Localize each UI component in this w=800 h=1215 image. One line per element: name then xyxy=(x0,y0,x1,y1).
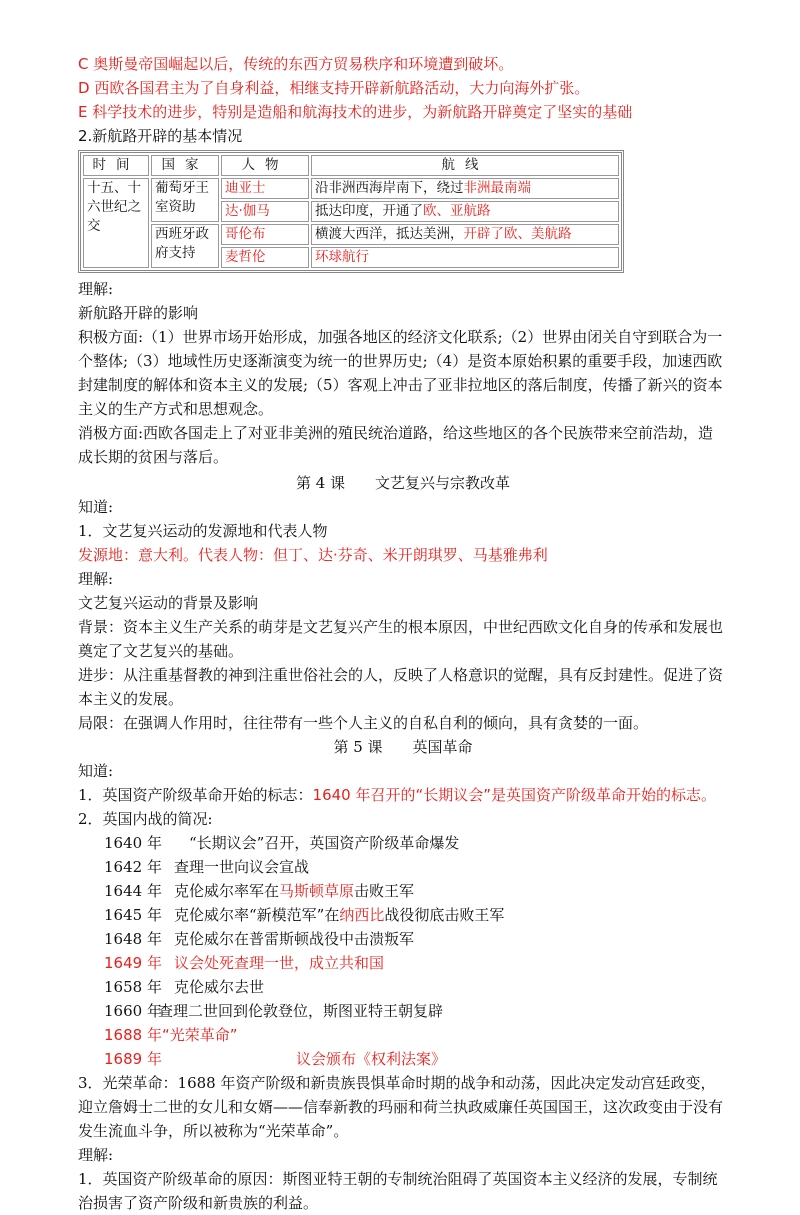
table-row xyxy=(83,224,619,245)
timeline-text-end: 战役彻底击败王军 xyxy=(384,906,505,924)
route-highlight: 环球航行 xyxy=(315,249,369,265)
timeline-year: 1688 年 xyxy=(104,1026,162,1044)
section2-title: 2.新航路开辟的基本情况 xyxy=(78,127,243,145)
timeline-year: 1648 年 xyxy=(104,930,162,948)
timeline-year: 1658 年 xyxy=(104,978,162,996)
lijie-label: 理解: xyxy=(78,1146,114,1164)
lesson5-question2: 2．英国内战的简况: xyxy=(78,810,213,828)
cause-d: D 西欧各国君主为了自身利益，相继支持开辟新航路活动，大力向海外扩张。 xyxy=(78,79,590,97)
route-cell xyxy=(311,178,619,199)
country-cell: 西班牙政府支持 xyxy=(151,224,219,268)
question-text: 1．英国资产阶级革命开始的标志： xyxy=(78,786,313,804)
lesson4-title: 第 4 课 文艺复兴与宗教改革 xyxy=(295,474,511,492)
route-text: 抵达印度，开通了 xyxy=(315,203,423,219)
zhidao-label: 知道: xyxy=(78,498,114,516)
timeline-item xyxy=(78,879,728,903)
lesson4-answer1: 发源地：意大利。代表人物：但丁、达·芬奇、米开朗琪罗、马基雅弗利 xyxy=(78,546,548,564)
timeline-item-highlight xyxy=(78,951,728,975)
header-route: 航线 xyxy=(311,155,619,176)
renaissance-limit: 局限：在强调人作用时，往往带有一些个人主义的自私自利的倾向，具有贪婪的一面。 xyxy=(78,714,649,732)
timeline-year: 1645 年 xyxy=(104,906,162,924)
timeline-item xyxy=(78,927,728,951)
timeline-item xyxy=(78,831,728,855)
route-cell xyxy=(311,247,619,268)
document-page xyxy=(78,52,728,1215)
renaissance-background: 背景：资本主义生产关系的萌芽是文艺复兴产生的根本原因，中世纪西欧文化自身的传承和发展也奠定了文艺复兴的基础。 xyxy=(78,618,724,660)
route-text: 沿非洲西海岸南下，绕过 xyxy=(315,180,464,196)
timeline-text: 克伦威尔在普雷斯顿战役中击溃叛军 xyxy=(174,930,415,948)
timeline-text: “长期议会”召开，英国资产阶级革命爆发 xyxy=(174,834,460,852)
timeline-highlight: 马斯顿草原 xyxy=(279,882,355,900)
timeline-text: 议会处死查理一世，成立共和国 xyxy=(174,954,385,972)
negative-impact: 消极方面:西欧各国走上了对亚非美洲的殖民统治道路，给这些地区的各个民族带来空前浩劫，造成长期的贫困与落后。 xyxy=(78,424,714,466)
timeline-text: 克伦威尔率军在 xyxy=(174,882,280,900)
table-header-row xyxy=(83,155,619,176)
header-person: 人物 xyxy=(221,155,309,176)
impact-title: 新航路开辟的影响 xyxy=(78,304,199,322)
timeline-year: 1642 年 xyxy=(104,858,162,876)
timeline-year: 1649 年 xyxy=(104,954,162,972)
lesson5-question1 xyxy=(78,783,728,807)
lesson4-question1: 1．文艺复兴运动的发源地和代表人物 xyxy=(78,522,328,540)
country-cell: 葡萄牙王室资助 xyxy=(151,178,219,222)
timeline-text: 查理一世向议会宣战 xyxy=(174,858,310,876)
route-cell xyxy=(311,224,619,245)
cause-e: E 科学技术的进步，特别是造船和航海技术的进步，为新航路开辟奠定了坚实的基础 xyxy=(78,103,633,121)
lijie-label: 理解: xyxy=(78,570,114,588)
lesson5-title: 第 5 课 英国革命 xyxy=(333,738,473,756)
timeline-highlight: 纳西比 xyxy=(339,906,385,924)
timeline-item-highlight xyxy=(78,1047,728,1071)
route-highlight: 非洲最南端 xyxy=(463,180,531,196)
person-cell: 麦哲伦 xyxy=(221,247,309,268)
header-time: 时间 xyxy=(83,155,149,176)
timeline-item xyxy=(78,975,728,999)
timeline-year: 1640 年 xyxy=(104,834,162,852)
timeline-text: 议会颁布《权利法案》 xyxy=(296,1050,447,1068)
timeline-item xyxy=(78,999,728,1023)
zhidao-label: 知道: xyxy=(78,762,114,780)
timeline-text: 克伦威尔率“新模范军”在 xyxy=(174,906,340,924)
person-cell: 迪亚士 xyxy=(221,178,309,199)
timeline-year: 1689 年 xyxy=(104,1050,162,1068)
timeline-text: “光荣革命” xyxy=(162,1026,238,1044)
route-text: 横渡大西洋，抵达美洲， xyxy=(315,226,464,242)
header-country: 国家 xyxy=(151,155,219,176)
timeline-year: 1660 年 xyxy=(104,1002,162,1020)
timeline-item-highlight xyxy=(78,1023,728,1047)
renaissance-bg-title: 文艺复兴运动的背景及影响 xyxy=(78,594,259,612)
route-highlight: 欧、亚航路 xyxy=(423,203,491,219)
table-row xyxy=(83,178,619,199)
revolution-cause: 1．英国资产阶级革命的原因：斯图亚特王朝的专制统治阻碍了英国资本主义经济的发展，专制统治损害了资产阶级和新贵族的利益。 xyxy=(78,1170,718,1212)
person-cell: 达·伽马 xyxy=(221,201,309,222)
cause-c: C 奥斯曼帝国崛起以后，传统的东西方贸易秩序和环境遭到破坏。 xyxy=(78,55,514,73)
renaissance-progress: 进步：从注重基督教的神到注重世俗社会的人，反映了人格意识的觉醒，具有反封建性。促进了资本主义的发展。 xyxy=(78,666,724,708)
question-answer: 1640 年召开的“长期议会”是英国资产阶级革命开始的标志。 xyxy=(312,786,717,804)
timeline-text-end: 击败王军 xyxy=(354,882,415,900)
timeline-item xyxy=(78,903,728,927)
glorious-revolution: 3．光荣革命：1688 年资产阶级和新贵族畏惧革命时期的战争和动荡，因此决定发动宫廷政变，迎立詹姆士二世的女儿和女婿——信奉新教的玛丽和荷兰执政威廉任英国国王，这次政变由于没有发生流血斗争，所以被称为“光荣革命”。 xyxy=(78,1074,724,1140)
timeline-text: 克伦威尔去世 xyxy=(174,978,265,996)
positive-impact: 积极方面:（1）世界市场开始形成，加强各地区的经济文化联系;（2）世界由闭关自守到联合为一个整体;（3）地域性历史逐渐演变为统一的世界历史;（4）是资本原始积累的重要手段，加速西欧封建制度的解体和资本主义的发展;（5）客观上冲击了亚非拉地区的落后制度，传播了新兴的资本主义的生产方式和思想观念。 xyxy=(78,328,723,418)
route-cell xyxy=(311,201,619,222)
route-highlight: 开辟了欧、美航路 xyxy=(463,226,572,242)
timeline-text: 查理二世回到伦敦登位，斯图亚特王朝复辟 xyxy=(158,1002,444,1020)
time-cell: 十五、十六世纪之交 xyxy=(83,178,149,268)
timeline-item xyxy=(78,855,728,879)
voyages-table xyxy=(78,150,624,273)
person-cell: 哥伦布 xyxy=(221,224,309,245)
lijie-label: 理解: xyxy=(78,280,114,298)
timeline-year: 1644 年 xyxy=(104,882,162,900)
